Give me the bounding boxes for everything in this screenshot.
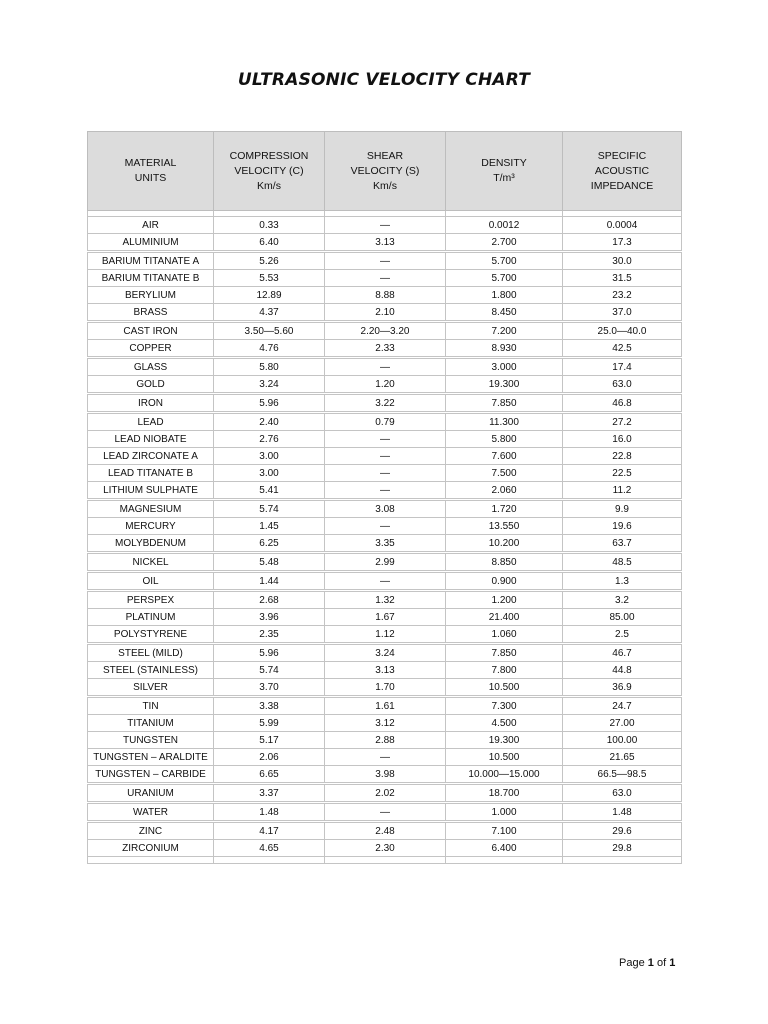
header-line: SHEAR <box>366 149 404 162</box>
impedance-cell: 42.5 <box>563 340 682 358</box>
density-cell: 7.850 <box>446 644 563 662</box>
impedance-cell: 100.00 <box>563 732 682 749</box>
material-cell: NICKEL <box>88 553 214 572</box>
table-row <box>88 270 682 287</box>
material-cell: STEEL (MILD) <box>88 644 214 662</box>
material-cell: COPPER <box>88 340 214 358</box>
density-cell: 1.200 <box>446 591 563 609</box>
impedance-cell: 19.6 <box>563 518 682 535</box>
header-shear-velocity <box>325 132 446 211</box>
compression-velocity-cell: 2.76 <box>214 431 325 448</box>
shear-velocity-cell: 8.88 <box>325 287 446 304</box>
table-row <box>88 287 682 304</box>
shear-velocity-cell: — <box>325 431 446 448</box>
table-row <box>88 715 682 732</box>
shear-velocity-cell: 1.12 <box>325 626 446 644</box>
impedance-cell: 63.7 <box>563 535 682 553</box>
table-row <box>88 644 682 662</box>
density-cell: 6.400 <box>446 840 563 857</box>
footer-page-number: 1 <box>647 957 654 969</box>
table-body <box>88 211 682 864</box>
shear-velocity-cell: 2.33 <box>325 340 446 358</box>
compression-velocity-cell: 5.74 <box>214 662 325 679</box>
compression-velocity-cell: 3.00 <box>214 465 325 482</box>
table-row <box>88 465 682 482</box>
table-row <box>88 304 682 322</box>
density-cell: 13.550 <box>446 518 563 535</box>
table-row <box>88 679 682 697</box>
shear-velocity-cell: 2.02 <box>325 784 446 803</box>
shear-velocity-cell: — <box>325 518 446 535</box>
material-cell: AIR <box>88 217 214 234</box>
density-cell: 1.800 <box>446 287 563 304</box>
compression-velocity-cell: 3.00 <box>214 448 325 465</box>
impedance-cell: 11.2 <box>563 482 682 500</box>
impedance-cell: 1.48 <box>563 803 682 822</box>
shear-velocity-cell: — <box>325 482 446 500</box>
impedance-cell: 23.2 <box>563 287 682 304</box>
header-line: UNITS <box>134 172 167 184</box>
shear-velocity-cell: 2.48 <box>325 822 446 840</box>
compression-velocity-cell: 4.17 <box>214 822 325 840</box>
compression-velocity-cell: 2.06 <box>214 749 325 766</box>
compression-velocity-cell: 3.24 <box>214 376 325 394</box>
compression-velocity-cell: 3.96 <box>214 609 325 626</box>
material-cell: TUNGSTEN – CARBIDE <box>88 766 214 784</box>
density-cell: 19.300 <box>446 732 563 749</box>
shear-velocity-cell: 3.12 <box>325 715 446 732</box>
density-cell: 0.900 <box>446 572 563 591</box>
impedance-cell: 29.6 <box>563 822 682 840</box>
shear-velocity-cell: 2.20—3.20 <box>325 322 446 340</box>
header-line: MATERIAL <box>124 157 177 169</box>
header-material <box>88 132 214 211</box>
density-cell: 7.200 <box>446 322 563 340</box>
material-cell: ALUMINIUM <box>88 234 214 252</box>
shear-velocity-cell: 1.61 <box>325 697 446 715</box>
compression-velocity-cell: 1.44 <box>214 572 325 591</box>
shear-velocity-cell: — <box>325 448 446 465</box>
table-row <box>88 553 682 572</box>
material-cell: OIL <box>88 572 214 591</box>
material-cell: CAST IRON <box>88 322 214 340</box>
header-line: DENSITY <box>481 157 527 169</box>
compression-velocity-cell: 4.65 <box>214 840 325 857</box>
density-cell: 3.000 <box>446 358 563 376</box>
density-cell: 2.700 <box>446 234 563 252</box>
density-cell: 7.850 <box>446 394 563 413</box>
header-acoustic-impedance <box>563 132 682 211</box>
header-line: IMPEDANCE <box>590 179 654 192</box>
header-line: VELOCITY (S) <box>350 164 420 177</box>
material-cell: TITANIUM <box>88 715 214 732</box>
density-cell: 5.800 <box>446 431 563 448</box>
impedance-cell: 0.0004 <box>563 217 682 234</box>
impedance-cell: 46.8 <box>563 394 682 413</box>
density-cell: 0.0012 <box>446 217 563 234</box>
compression-velocity-cell: 2.35 <box>214 626 325 644</box>
table-row <box>88 803 682 822</box>
table-row <box>88 697 682 715</box>
shear-velocity-cell: 3.98 <box>325 766 446 784</box>
impedance-cell: 37.0 <box>563 304 682 322</box>
table-row <box>88 840 682 857</box>
table-row <box>88 431 682 448</box>
shear-velocity-cell: 3.22 <box>325 394 446 413</box>
density-cell: 11.300 <box>446 413 563 431</box>
density-cell: 5.700 <box>446 252 563 270</box>
material-cell: MOLYBDENUM <box>88 535 214 553</box>
shear-velocity-cell: 3.13 <box>325 234 446 252</box>
compression-velocity-cell: 6.25 <box>214 535 325 553</box>
header-compression-velocity <box>214 132 325 211</box>
table-row <box>88 732 682 749</box>
density-cell: 8.930 <box>446 340 563 358</box>
compression-velocity-cell: 5.74 <box>214 500 325 518</box>
compression-velocity-cell: 3.70 <box>214 679 325 697</box>
impedance-cell: 16.0 <box>563 431 682 448</box>
shear-velocity-cell: — <box>325 252 446 270</box>
material-cell: ZIRCONIUM <box>88 840 214 857</box>
density-cell: 7.600 <box>446 448 563 465</box>
compression-velocity-cell: 5.17 <box>214 732 325 749</box>
impedance-cell: 46.7 <box>563 644 682 662</box>
material-cell: PERSPEX <box>88 591 214 609</box>
table-row <box>88 749 682 766</box>
material-cell: GLASS <box>88 358 214 376</box>
impedance-cell: 85.00 <box>563 609 682 626</box>
shear-velocity-cell: — <box>325 465 446 482</box>
material-cell: LEAD NIOBATE <box>88 431 214 448</box>
material-cell: PLATINUM <box>88 609 214 626</box>
spacer-row <box>88 857 682 864</box>
footer-page-word: Page <box>619 957 645 969</box>
shear-velocity-cell: 1.67 <box>325 609 446 626</box>
footer-page-total: 1 <box>669 957 676 969</box>
table-row <box>88 358 682 376</box>
material-cell: GOLD <box>88 376 214 394</box>
density-cell: 1.000 <box>446 803 563 822</box>
impedance-cell: 17.3 <box>563 234 682 252</box>
shear-velocity-cell: 2.88 <box>325 732 446 749</box>
compression-velocity-cell: 0.33 <box>214 217 325 234</box>
impedance-cell: 2.5 <box>563 626 682 644</box>
compression-velocity-cell: 4.37 <box>214 304 325 322</box>
table-row <box>88 322 682 340</box>
density-cell: 7.300 <box>446 697 563 715</box>
table-row <box>88 340 682 358</box>
compression-velocity-cell: 6.65 <box>214 766 325 784</box>
shear-velocity-cell: — <box>325 270 446 287</box>
table-row <box>88 376 682 394</box>
material-cell: POLYSTYRENE <box>88 626 214 644</box>
table-row <box>88 500 682 518</box>
compression-velocity-cell: 2.68 <box>214 591 325 609</box>
material-cell: TUNGSTEN – ARALDITE <box>88 749 214 766</box>
header-density <box>446 132 563 211</box>
material-cell: LEAD ZIRCONATE A <box>88 448 214 465</box>
density-cell: 21.400 <box>446 609 563 626</box>
material-cell: LEAD <box>88 413 214 431</box>
table-row <box>88 662 682 679</box>
shear-velocity-cell: 2.99 <box>325 553 446 572</box>
shear-velocity-cell: 3.24 <box>325 644 446 662</box>
header-line: Km/s <box>373 179 397 192</box>
table-row <box>88 591 682 609</box>
density-cell: 1.060 <box>446 626 563 644</box>
header-row <box>88 132 682 211</box>
table-row <box>88 535 682 553</box>
compression-velocity-cell: 5.80 <box>214 358 325 376</box>
shear-velocity-cell: — <box>325 803 446 822</box>
compression-velocity-cell: 5.96 <box>214 394 325 413</box>
impedance-cell: 21.65 <box>563 749 682 766</box>
header-line: T/m³ <box>493 172 515 184</box>
shear-velocity-cell: 3.13 <box>325 662 446 679</box>
density-cell: 10.500 <box>446 749 563 766</box>
compression-velocity-cell: 6.40 <box>214 234 325 252</box>
shear-velocity-cell: — <box>325 358 446 376</box>
impedance-cell: 25.0—40.0 <box>563 322 682 340</box>
impedance-cell: 44.8 <box>563 662 682 679</box>
material-cell: ZINC <box>88 822 214 840</box>
table-row <box>88 609 682 626</box>
density-cell: 10.000—15.000 <box>446 766 563 784</box>
page-footer <box>619 957 675 969</box>
material-cell: LITHIUM SULPHATE <box>88 482 214 500</box>
material-cell: MAGNESIUM <box>88 500 214 518</box>
compression-velocity-cell: 5.48 <box>214 553 325 572</box>
footer-of-word: of <box>656 957 667 969</box>
impedance-cell: 66.5—98.5 <box>563 766 682 784</box>
density-cell: 7.100 <box>446 822 563 840</box>
velocity-table-container <box>87 131 681 864</box>
compression-velocity-cell: 12.89 <box>214 287 325 304</box>
density-cell: 18.700 <box>446 784 563 803</box>
table-row <box>88 572 682 591</box>
material-cell: TIN <box>88 697 214 715</box>
density-cell: 2.060 <box>446 482 563 500</box>
impedance-cell: 1.3 <box>563 572 682 591</box>
material-cell: IRON <box>88 394 214 413</box>
density-cell: 1.720 <box>446 500 563 518</box>
material-cell: STEEL (STAINLESS) <box>88 662 214 679</box>
table-row <box>88 448 682 465</box>
impedance-cell: 3.2 <box>563 591 682 609</box>
material-cell: URANIUM <box>88 784 214 803</box>
header-line: SPECIFIC <box>597 149 647 162</box>
page-title: ULTRASONIC VELOCITY CHART <box>237 70 531 90</box>
header-line: COMPRESSION <box>229 149 309 162</box>
table-row <box>88 252 682 270</box>
shear-velocity-cell: — <box>325 572 446 591</box>
compression-velocity-cell: 5.96 <box>214 644 325 662</box>
impedance-cell: 36.9 <box>563 679 682 697</box>
density-cell: 5.700 <box>446 270 563 287</box>
table-header <box>88 132 682 211</box>
material-cell: MERCURY <box>88 518 214 535</box>
density-cell: 7.500 <box>446 465 563 482</box>
compression-velocity-cell: 1.48 <box>214 803 325 822</box>
shear-velocity-cell: 2.30 <box>325 840 446 857</box>
shear-velocity-cell: — <box>325 749 446 766</box>
compression-velocity-cell: 5.41 <box>214 482 325 500</box>
material-cell: LEAD TITANATE B <box>88 465 214 482</box>
header-line: Km/s <box>257 179 281 192</box>
compression-velocity-cell: 3.50—5.60 <box>214 322 325 340</box>
header-line: ACOUSTIC <box>594 164 650 177</box>
compression-velocity-cell: 5.26 <box>214 252 325 270</box>
table-row <box>88 822 682 840</box>
compression-velocity-cell: 2.40 <box>214 413 325 431</box>
impedance-cell: 24.7 <box>563 697 682 715</box>
table-row <box>88 518 682 535</box>
density-cell: 10.200 <box>446 535 563 553</box>
shear-velocity-cell: — <box>325 217 446 234</box>
impedance-cell: 31.5 <box>563 270 682 287</box>
density-cell: 7.800 <box>446 662 563 679</box>
material-cell: WATER <box>88 803 214 822</box>
density-cell: 4.500 <box>446 715 563 732</box>
compression-velocity-cell: 3.37 <box>214 784 325 803</box>
compression-velocity-cell: 5.53 <box>214 270 325 287</box>
compression-velocity-cell: 4.76 <box>214 340 325 358</box>
material-cell: BARIUM TITANATE B <box>88 270 214 287</box>
material-cell: BARIUM TITANATE A <box>88 252 214 270</box>
impedance-cell: 22.5 <box>563 465 682 482</box>
material-cell: BERYLIUM <box>88 287 214 304</box>
table-row <box>88 784 682 803</box>
material-cell: SILVER <box>88 679 214 697</box>
compression-velocity-cell: 1.45 <box>214 518 325 535</box>
impedance-cell: 48.5 <box>563 553 682 572</box>
material-cell: TUNGSTEN <box>88 732 214 749</box>
impedance-cell: 27.2 <box>563 413 682 431</box>
density-cell: 10.500 <box>446 679 563 697</box>
compression-velocity-cell: 5.99 <box>214 715 325 732</box>
material-cell: BRASS <box>88 304 214 322</box>
shear-velocity-cell: 1.70 <box>325 679 446 697</box>
impedance-cell: 63.0 <box>563 784 682 803</box>
compression-velocity-cell: 3.38 <box>214 697 325 715</box>
table-row <box>88 766 682 784</box>
header-line: VELOCITY (C) <box>234 164 304 177</box>
shear-velocity-cell: 1.20 <box>325 376 446 394</box>
impedance-cell: 30.0 <box>563 252 682 270</box>
impedance-cell: 22.8 <box>563 448 682 465</box>
shear-velocity-cell: 1.32 <box>325 591 446 609</box>
table-row <box>88 482 682 500</box>
density-cell: 8.850 <box>446 553 563 572</box>
density-cell: 19.300 <box>446 376 563 394</box>
shear-velocity-cell: 3.08 <box>325 500 446 518</box>
impedance-cell: 9.9 <box>563 500 682 518</box>
density-cell: 8.450 <box>446 304 563 322</box>
shear-velocity-cell: 2.10 <box>325 304 446 322</box>
velocity-table <box>87 131 682 864</box>
impedance-cell: 17.4 <box>563 358 682 376</box>
table-row <box>88 234 682 252</box>
impedance-cell: 29.8 <box>563 840 682 857</box>
impedance-cell: 63.0 <box>563 376 682 394</box>
shear-velocity-cell: 3.35 <box>325 535 446 553</box>
table-row <box>88 217 682 234</box>
table-row <box>88 394 682 413</box>
shear-velocity-cell: 0.79 <box>325 413 446 431</box>
impedance-cell: 27.00 <box>563 715 682 732</box>
table-row <box>88 626 682 644</box>
table-row <box>88 413 682 431</box>
